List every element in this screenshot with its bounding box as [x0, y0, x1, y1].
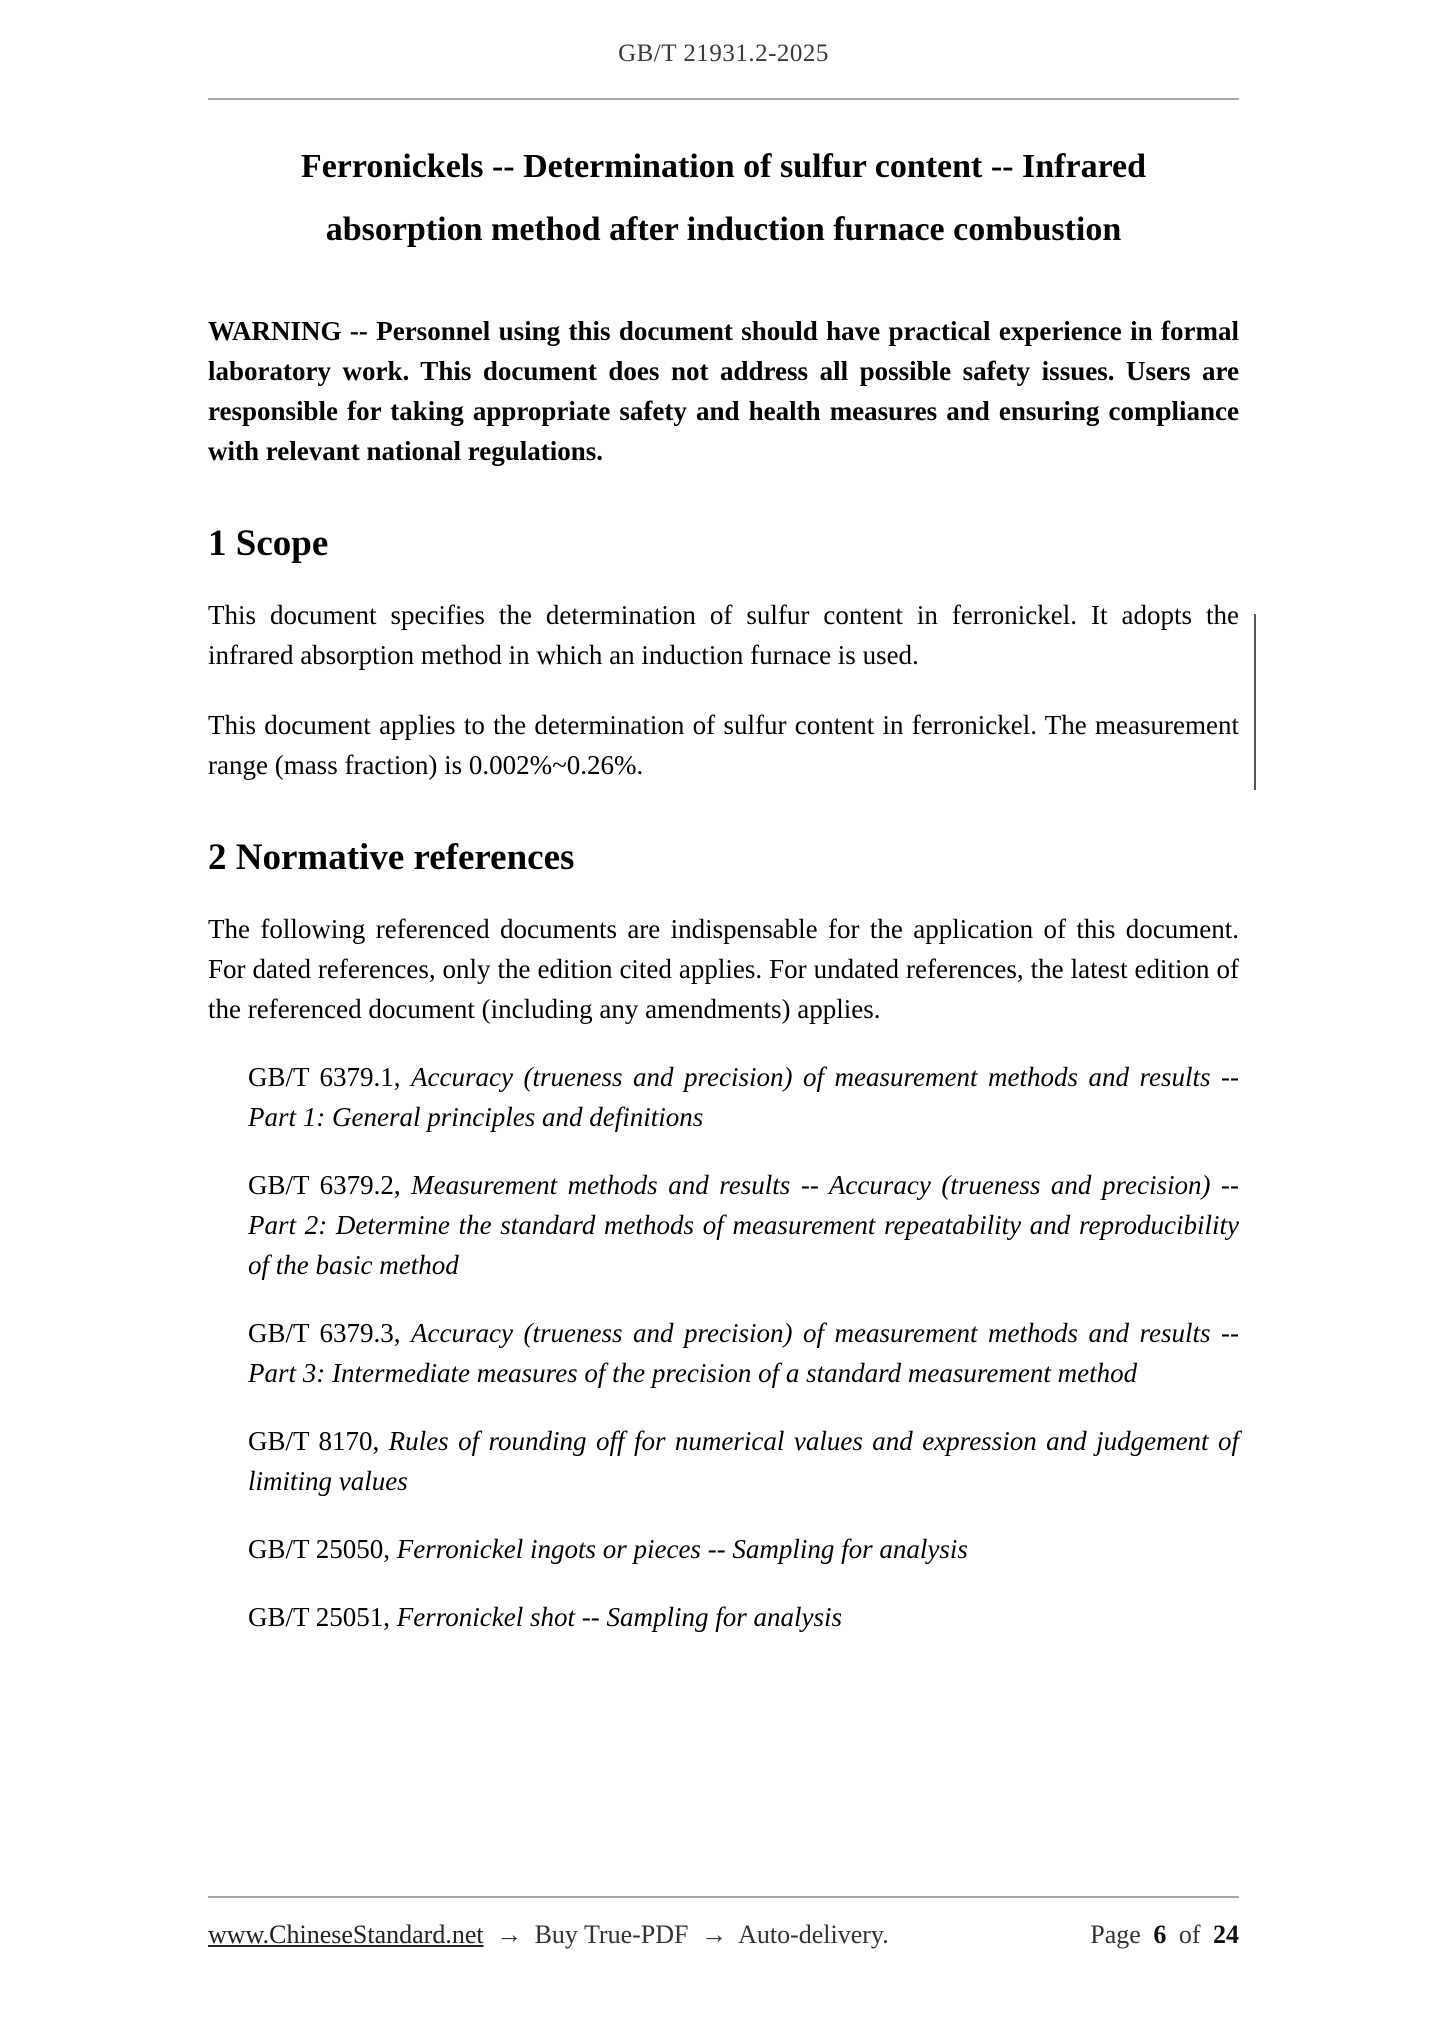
of-label: of	[1178, 1920, 1201, 1949]
document-title	[208, 136, 1239, 262]
revision-bar	[1254, 614, 1256, 790]
scope-section	[208, 596, 1239, 786]
header-divider	[208, 98, 1239, 100]
page-total: 24	[1213, 1920, 1239, 1949]
reference-item	[208, 1598, 1239, 1638]
reference-item	[208, 1314, 1239, 1394]
reference-code: GB/T 25051,	[248, 1601, 391, 1632]
page-number: 6	[1153, 1920, 1167, 1949]
section-heading-normative-references: 2 Normative references	[208, 836, 575, 878]
reference-code: GB/T 6379.3,	[248, 1317, 401, 1348]
reference-title: Measurement methods and results -- Accuracy (trueness and precision) -- Part 2: Determine the standard methods of measurement repeatability and reproducibility of the basic method	[248, 1169, 1240, 1280]
normative-intro-paragraph: The following referenced documents are indispensable for the application of this document. For dated references, only the edition cited applies. For undated references, the latest edition of the referenced document (including any amendments) applies.	[208, 914, 1239, 1025]
doc-number: GB/T 21931.2-2025	[618, 40, 829, 67]
reference-title: Rules of rounding off for numerical values and expression and judgement of limiting values	[248, 1425, 1240, 1496]
reference-title: Ferronickel ingots or pieces -- Sampling for analysis	[396, 1533, 968, 1564]
reference-title: Accuracy (trueness and precision) of measurement methods and results -- Part 3: Intermediate measures of the precision of a standard measurement method	[248, 1317, 1239, 1388]
document-title-line2: absorption method after induction furnace combustion	[325, 210, 1122, 248]
buy-pdf-label: Buy True-PDF	[534, 1920, 689, 1949]
reference-code: GB/T 6379.1,	[248, 1062, 401, 1093]
reference-code: GB/T 6379.2,	[248, 1169, 401, 1200]
auto-delivery-label: Auto-delivery.	[738, 1920, 889, 1949]
page-footer	[208, 1896, 1239, 1950]
reference-item	[208, 1422, 1239, 1502]
document-title-line1: Ferronickels -- Determination of sulfur content -- Infrared	[300, 148, 1147, 185]
section-heading-scope: 1 Scope	[208, 522, 329, 564]
footer-branding	[208, 1920, 895, 1950]
reference-item	[208, 1166, 1239, 1286]
arrow-icon: →	[701, 1920, 727, 1949]
reference-code: GB/T 8170,	[248, 1425, 380, 1456]
page-indicator	[1084, 1920, 1239, 1950]
reference-title: Accuracy (trueness and precision) of measurement methods and results -- Part 1: General principles and definitions	[248, 1062, 1239, 1132]
reference-code: GB/T 25050,	[248, 1533, 391, 1564]
site-link[interactable]: www.ChineseStandard.net	[208, 1920, 484, 1949]
page-label: Page	[1090, 1920, 1141, 1949]
reference-item	[208, 1058, 1239, 1138]
arrow-icon: →	[496, 1920, 523, 1949]
reference-title: Ferronickel shot -- Sampling for analysis	[396, 1601, 842, 1632]
scope-paragraph-1: This document specifies the determination of sulfur content in ferronickel. It adopts the infrared absorption method in which an induction furnace is used.	[208, 599, 1239, 670]
warning-paragraph: WARNING -- Personnel using this document should have practical experience in formal laboratory work. This document does not address all possible safety issues. Users are responsible for taking appropriate safety and health measures and ensuring compliance with relevant national regulations.	[208, 315, 1239, 466]
reference-item	[208, 1530, 1239, 1570]
scope-paragraph-2: This document applies to the determination of sulfur content in ferronickel. The measurement range (mass fraction) is 0.002%~0.26%.	[208, 709, 1239, 780]
